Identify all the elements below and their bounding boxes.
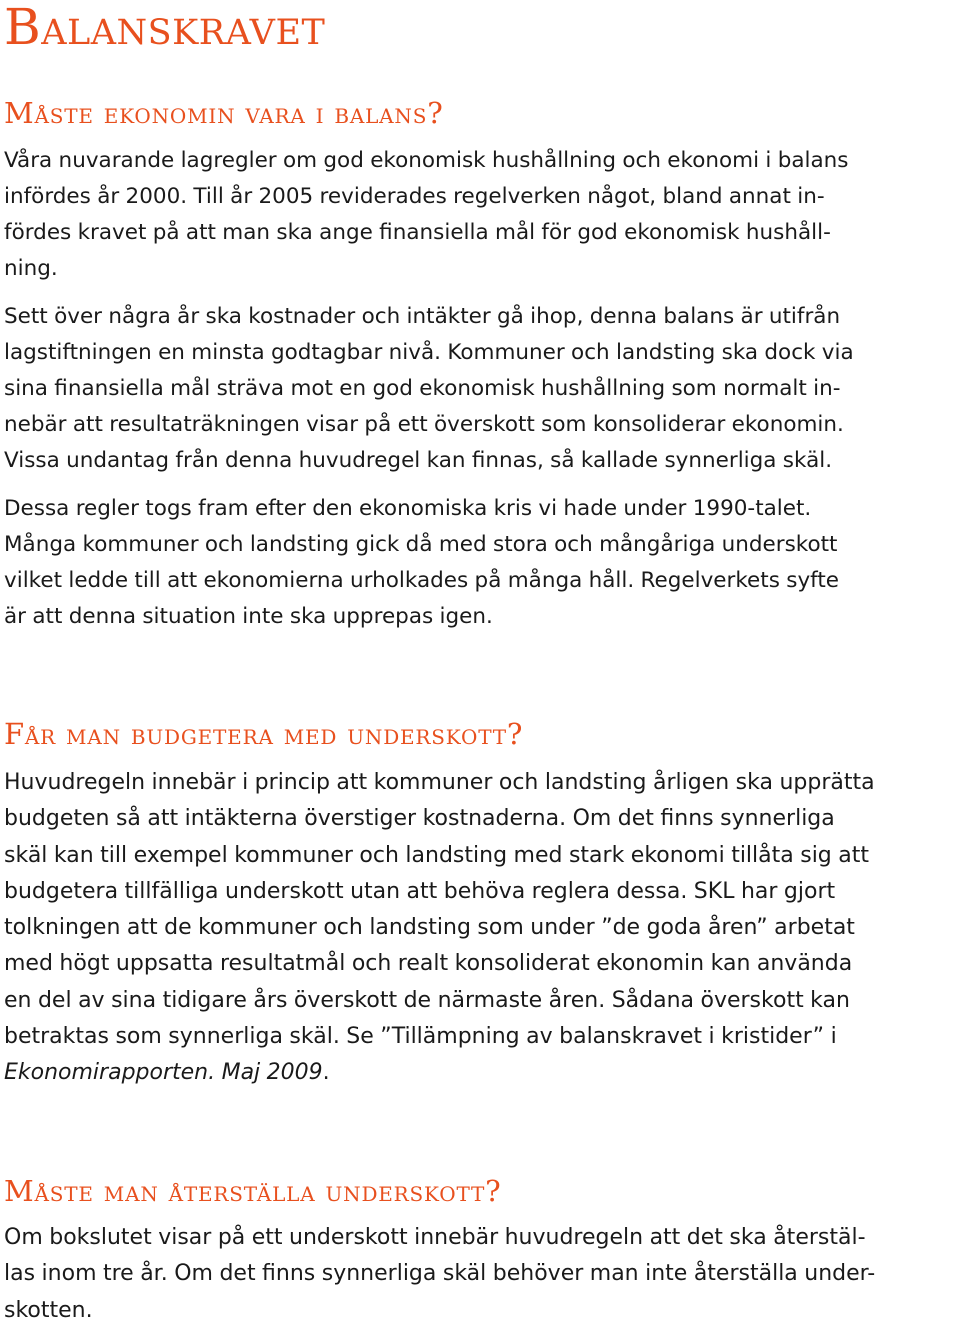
text-line: fördes kravet på att man ska ange finansiella mål för god ekonomisk hushåll-	[4, 220, 831, 245]
text-line: skäl kan till exempel kommuner och landsting med stark ekonomi tillåta sig att	[4, 842, 869, 868]
section-heading-budget: Får man budgetera med underskott?	[4, 717, 524, 751]
text-line: Dessa regler togs fram efter den ekonomiska kris vi hade under 1990-talet.	[4, 496, 812, 521]
text-line: skotten.	[4, 1297, 93, 1323]
text-line: tolkningen att de kommuner och landsting som under ”de goda åren” arbetat	[4, 915, 855, 941]
paragraph-4	[4, 765, 956, 1092]
paragraph-2	[4, 299, 956, 479]
text-line: lagstiftningen en minsta godtagbar nivå. Kommuner och landsting ska dock via	[4, 340, 854, 365]
text-line: är att denna situation inte ska upprepas igen.	[4, 604, 493, 629]
text-line: en del av sina tidigare års överskott de närmaste åren. Sådana överskott kan	[4, 987, 850, 1013]
text-line: med högt uppsatta resultatmål och realt konsoliderat ekonomin kan använda	[4, 951, 853, 977]
text-line: Om bokslutet visar på ett underskott innebär huvudregeln att det ska återstäl-	[4, 1225, 866, 1250]
section-heading-restore: Måste man återställa underskott?	[4, 1174, 502, 1208]
text-line: nebär att resultaträkningen visar på ett överskott som konsoliderar ekonomin.	[4, 412, 844, 437]
text-line: Våra nuvarande lagregler om god ekonomisk hushållning och ekonomi i balans	[4, 148, 849, 173]
paragraph-1	[4, 143, 956, 287]
text-line: infördes år 2000. Till år 2005 reviderades regelverken något, bland annat in-	[4, 184, 825, 209]
text-line: sina finansiella mål sträva mot en god ekonomisk hushållning som normalt in-	[4, 376, 841, 401]
citation: Ekonomirapporten. Maj 2009	[4, 1060, 323, 1086]
text-line: betraktas som synnerliga skäl. Se ”Tillämpning av balanskravet i kristider” i	[4, 1024, 837, 1050]
paragraph-3	[4, 491, 956, 635]
text-line: vilket ledde till att ekonomierna urholkades på många håll. Regelverkets syfte	[4, 568, 840, 593]
page-title: Balanskravet	[4, 0, 326, 56]
text-line: budgeten så att intäkterna överstiger kostnaderna. Om det finns synnerliga	[4, 806, 835, 832]
section-heading-balance: Måste ekonomin vara i balans?	[4, 96, 444, 130]
text-line: Vissa undantag från denna huvudregel kan finnas, så kallade synnerliga skäl.	[4, 448, 833, 473]
text-line: las inom tre år. Om det finns synnerliga skäl behöver man inte återställa under-	[4, 1261, 876, 1287]
text-line: Många kommuner och landsting gick då med stora och mångåriga underskott	[4, 532, 838, 557]
text-line: Sett över några år ska kostnader och intäkter gå ihop, denna balans är utifrån	[4, 304, 841, 329]
text-line: ning.	[4, 256, 58, 281]
citation-period: .	[322, 1060, 330, 1086]
citation-line	[4, 1055, 956, 1091]
text-line: budgetera tillfälliga underskott utan att behöva reglera dessa. SKL har gjort	[4, 878, 836, 904]
paragraph-5	[4, 1220, 956, 1329]
text-line: Huvudregeln innebär i princip att kommuner och landsting årligen ska upprätta	[4, 770, 875, 795]
